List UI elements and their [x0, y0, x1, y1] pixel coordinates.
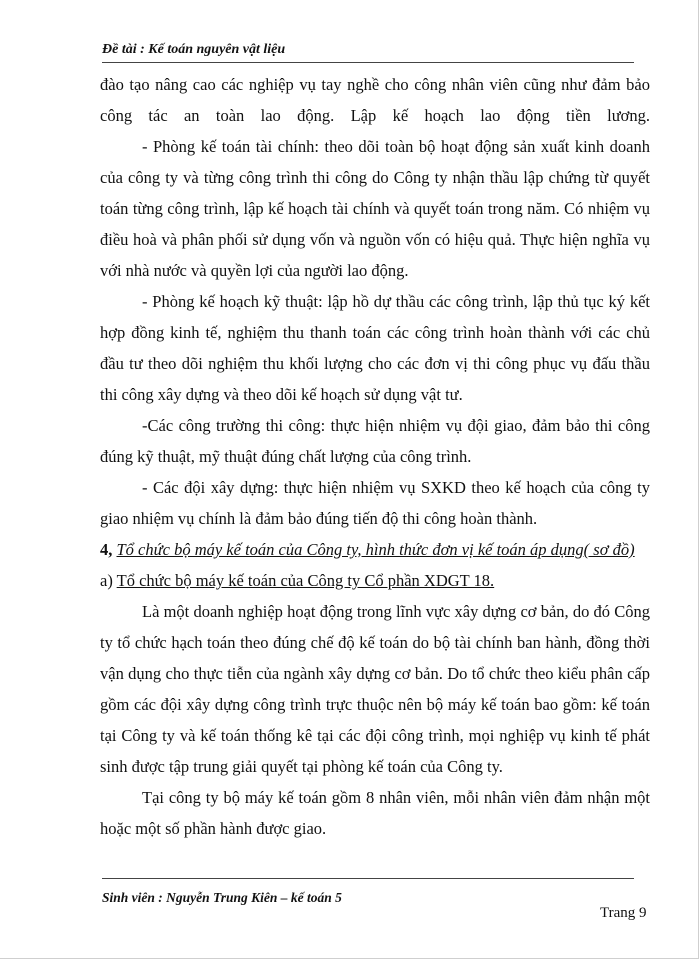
- paragraph-finance-dept: - Phòng kế toán tài chính: theo dõi toàn bộ hoạt động sản xuất kinh doanh của công ty và từng công trình thi công do Công ty nhận thầu lập chứng từ quyết toán từng công trình, lập kế hoạch tài chính và quyết toán trong năm. Có nhiệm vụ điều hoà và phân phối sử dụng vốn và nguồn vốn có hiệu quả. Thực hiện nghĩa vụ với nhà nước và quyền lợi của người lao động.: [100, 137, 650, 280]
- footer-author: Sinh viên : Nguyễn Trung Kiên – kế toán 5: [102, 890, 342, 905]
- page-header: Đề tài : Kế toán nguyên vật liệu: [102, 40, 634, 63]
- subsection-a-prefix: a): [100, 571, 113, 590]
- subsection-a-title: Tổ chức bộ máy kế toán của Công ty Cổ phần XDGT 18.: [116, 571, 495, 590]
- section-4-heading: [100, 534, 650, 565]
- footer-divider: [102, 878, 634, 879]
- page-number: Trang 9: [600, 905, 647, 921]
- paragraph-planning-dept: - Phòng kế hoạch kỹ thuật: lập hồ dự thầu các công trình, lập thủ tục ký kết hợp đồng kinh tế, nghiệm thu thanh toán các công trình hoàn thành với các chủ đầu tư theo dõi nghiệm thu khối lượng cho các đơn vị thi công phục vụ đấu thầu thi công xây dựng và theo dõi kế hoạch sử dụng vật tư.: [100, 292, 650, 404]
- subsection-a-heading: [100, 565, 650, 596]
- paragraph-construction-sites: -Các công trường thi công: thực hiện nhiệm vụ đội giao, đảm bảo thi công đúng kỹ thuật, mỹ thuật đúng chất lượng của công trình.: [100, 416, 650, 466]
- paragraph-construction-teams: - Các đội xây dựng: thực hiện nhiệm vụ SXKD theo kế hoạch của công ty giao nhiệm vụ chính là đảm bảo đúng tiến độ thi công hoàn thành.: [100, 478, 650, 528]
- document-body: [100, 69, 650, 844]
- section-4-number: 4,: [100, 540, 113, 559]
- paragraph-training: đào tạo nâng cao các nghiệp vụ tay nghề cho công nhân viên cũng như đảm bảo công tác an toàn lao động. Lập kế hoạch lao động tiền lương.: [100, 75, 650, 125]
- paragraph-accounting-staff: Tại công ty bộ máy kế toán gồm 8 nhân viên, mỗi nhân viên đảm nhận một hoặc một số phần hành được giao.: [100, 788, 650, 838]
- section-4-title: Tổ chức bộ máy kế toán của Công ty, hình thức đơn vị kế toán áp dụng( sơ đồ): [116, 540, 635, 559]
- paragraph-accounting-structure: Là một doanh nghiệp hoạt động trong lĩnh vực xây dựng cơ bản, do đó Công ty tổ chức hạch toán theo đúng chế độ kế toán do bộ tài chính ban hành, đồng thời vận dụng cho thực tiễn của ngành xây dựng cơ bản. Do tổ chức theo kiểu phân cấp gồm các đội xây dựng công trình trực thuộc nên bộ máy kế toán bao gồm: kế toán tại Công ty và kế toán thống kê tại các đội công trình, mọi nghiệp vụ kinh tế phát sinh được tập trung giải quyết tại phòng kế toán của Công ty.: [100, 602, 650, 776]
